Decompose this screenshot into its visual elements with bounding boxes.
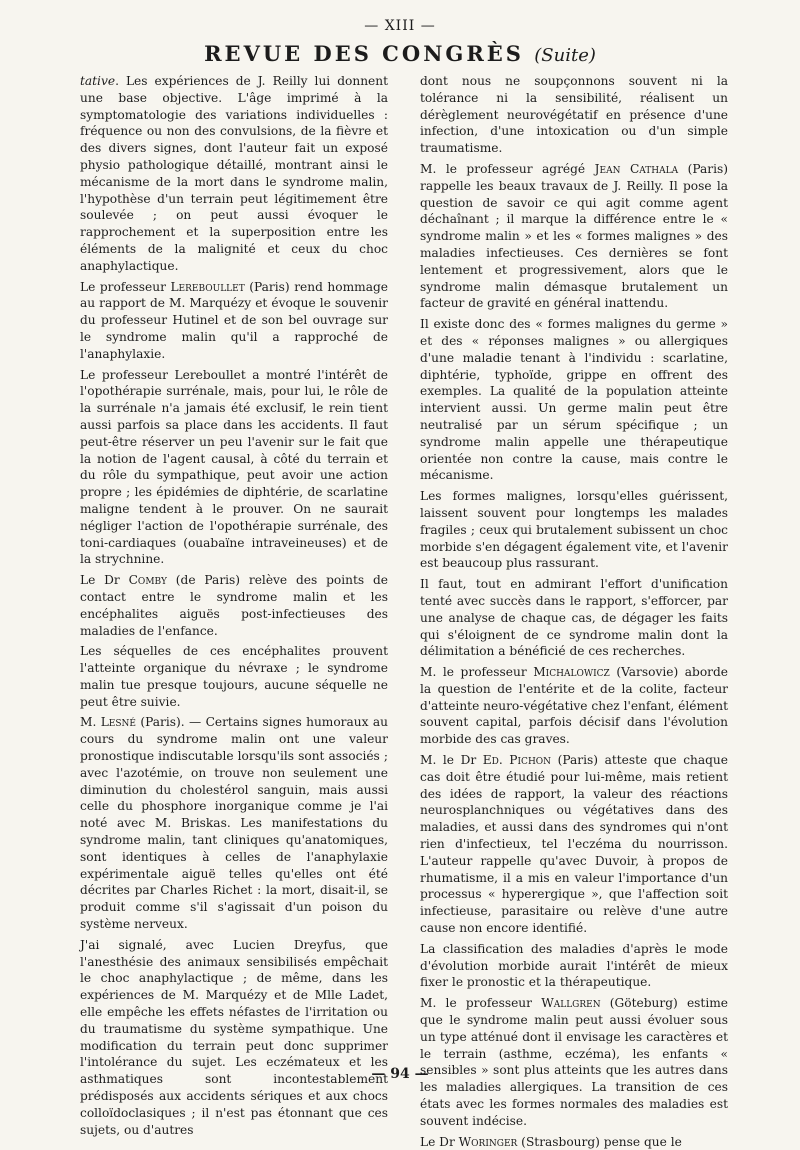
paragraph-lead: Le professeur (80, 279, 171, 294)
paragraph (80, 279, 388, 363)
speaker-name: Woringer (458, 1134, 518, 1149)
speaker-name: Lesné (100, 715, 136, 730)
paragraph-lead: M. le professeur (420, 996, 542, 1011)
paragraph (80, 572, 388, 639)
paragraph (420, 73, 728, 157)
right-column (420, 73, 729, 1149)
paragraph (80, 643, 388, 710)
paragraph (420, 576, 728, 660)
paragraph-text: (Paris) rappelle les beaux travaux de J. Reilly. Il pose la question de savoir ce qui agit comme agent déchaînant ; il marque la différence entre le « syndrome malin » et les « formes malignes » des maladies infectieuses. Ces dernières se font lentement et progressivement, alors que le syndrome malin démasque brutalement un facteur de gravité en général inattendu. (420, 161, 729, 311)
speaker-name: Comby (128, 573, 167, 588)
paragraph-lead: M. (80, 715, 101, 730)
paragraph-text: (Paris) rend hommage au rapport de M. Marquézy et évoque le souvenir du professeur Hutinel et de son bel ouvrage sur le syndrome malin qu'il a rapproché de l'anaphylaxie. (80, 279, 388, 361)
paragraph-pre-italic: tative (80, 74, 116, 88)
paragraph-text: . Les expériences de J. Reilly lui donnent une base objective. L'âge imprimé à la symptomatologie des variations individuelles : fréquence ou non des convulsions, de la fièvre et des divers signes, dont l'auteur fait un exposé physio pathologique détaillé, montrant ainsi le mécanisme de la mort dans le syndrome malin, l'hypothèse d'un terrain peut légitimement être soulevée ; on peut aussi évoquer le rapprochement et la superposition entre les éléments de la malignité et ceux du choc anaphylactique. (80, 74, 388, 273)
paragraph-text: Il existe donc des « formes malignes du germe » et des « réponses malignes » ou allergiques d'une maladie tenant à l'individu : scarlatine, diphtérie, typhoïde, grippe en offrent des exemples. La qualité de la population atteinte intervient aussi. Un germe malin peut être neutralisé par un sérum spécifique ; un syndrome malin appelle une thérapeutique orientée non contre la cause, mais contre le mécanisme. (420, 317, 728, 483)
paragraph (420, 995, 728, 1129)
paragraph-text: (de Paris) relève des points de contact entre le syndrome malin et les encéphalites aiguës post-infectieuses des maladies de l'enfance. (80, 573, 389, 638)
paragraph-text: Les formes malignes, lorsqu'elles guérissent, laissent souvent pour longtemps les malades fragiles ; ceux qui brutalement subissent un choc morbide s'en dégagent également vite, et l'avenir est beaucoup plus rassurant. (420, 489, 728, 571)
paragraph (80, 367, 388, 569)
paragraph-text: Il faut, tout en admirant l'effort d'unification tenté avec succès dans le rapport, s'efforcer, par une analyse de chaque cas, de dégager les faits qui s'éloignent de ce syndrome malin dont la délimitation a bénéficié de ces recherches. (420, 577, 728, 659)
title-main: REVUE DES CONGRÈS (204, 41, 524, 66)
paragraph (80, 714, 388, 932)
speaker-name: Michalowicz (533, 665, 610, 680)
paragraph-text: (Paris). — Certains signes humoraux au cours du syndrome malin ont une valeur pronostique indiscutable lorsqu'ils sont associés ; avec l'azotémie, on trouve non seulement une diminution du cholestérol sanguin, mais aussi celle du phosphore inorganique comme je l'ai noté avec M. Briskas. Les manifestations du syndrome malin, tant cliniques qu'anatomiques, sont identiques à celles de l'anaphylaxie expérimentale aiguë telles qu'elles ont été décrites par Charles Richet : la mort, disait-il, se produit comme s'il s'agissait d'un poison du système nerveux. (80, 715, 388, 932)
paragraph-lead: M. le Dr (420, 753, 483, 768)
title-suite: (Suite) (534, 45, 596, 66)
paragraph-text: Le professeur Lereboullet a montré l'intérêt de l'opothérapie surrénale, mais, pour lui, le rôle de la surrénale n'a jamais été exclusif, le rein tient aussi parfois sa place dans les accidents. Il faut peut-être réserver un peu l'avenir sur le fait que la notion de l'agent causal, à côté du terrain et du rôle du sympathique, peut avoir une action propre ; les épidémies de diphtérie, de scarlatine maligne tendent à le prouver. On ne saurait négliger l'action de l'opothérapie surrénale, des toni-cardiaques (ouabaïne intraveineuses) et de la strychnine. (80, 367, 388, 567)
paragraph-lead: Le Dr (80, 573, 129, 588)
paragraph (420, 316, 728, 484)
paragraph-text: Les séquelles de ces encéphalites prouvent l'atteinte organique du névraxe ; le syndrome malin tue presque toujours, aucune séquelle ne peut être suivie. (80, 644, 388, 709)
speaker-name: Lereboullet (170, 279, 245, 294)
paragraph-text: (Varsovie) aborde la question de l'entérite et de la colite, facteur d'atteinte neuro-végétative chez l'enfant, élément souvent capital, parfois décisif dans l'évolution morbide des cas graves. (420, 665, 728, 747)
speaker-name: Wallgren (541, 996, 601, 1011)
paragraph (420, 752, 728, 937)
page-number: — 94 — (371, 1066, 429, 1082)
paragraph-lead: M. le professeur (420, 665, 534, 680)
page-title (0, 41, 800, 66)
paragraph-text: J'ai signalé, avec Lucien Dreyfus, que l'anesthésie des animaux sensibilisés empêchait le choc anaphylactique ; de même, dans les expériences de M. Marquézy et de Mlle Ladet, elle empêche les effets néfastes de l'irritation ou du traumatisme du système sympathique. Une modification du terrain peut donc supprimer l'intolérance du sujet. Les eczémateux et les asthmatiques sont incontestablement prédisposés aux accidents sériques et aux chocs colloïdoclasiques ; il n'est pas étonnant que ces sujets, ou d'autres (80, 937, 388, 1137)
paragraph-text: (Göteburg) estime que le syndrome malin peut aussi évoluer sous un type atténué dont il envisage les caractères et le terrain (asthme, eczéma), les enfants « sensibles » sont plus atteints que les autres dans les maladies allergiques. La transition de ces états avec les formes normales des maladies est souvent indécise. (420, 996, 728, 1128)
paragraph-text: (Paris) atteste que chaque cas doit être étudié pour lui-même, mais retient des idées de rapport, la valeur des réactions neurosplanchniques ou végétatives dans des maladies, et aussi dans des syndromes qui n'ont rien d'infectieux, tel l'eczéma du nourrisson. L'auteur rappelle qu'avec Duvoir, à propos de rhumatisme, il a mis en valeur l'importance d'un processus « hyperergique », que l'affection soit infectieuse, parasitaire ou relève d'une autre cause non encore identifié. (420, 753, 728, 936)
speaker-name: Ed. Pichon (482, 753, 552, 768)
left-column (80, 73, 389, 1137)
paragraph (80, 937, 388, 1139)
speaker-name: Jean Cathala (594, 161, 679, 176)
paragraph (80, 73, 388, 275)
paragraph (420, 664, 728, 748)
paragraph-lead: M. le professeur agrégé (420, 161, 595, 176)
paragraph-text: La classification des maladies d'après le mode d'évolution morbide aurait l'intérêt de mieux fixer le pronostic et la thérapeutique. (420, 941, 728, 990)
paragraph-lead: Le Dr (420, 1134, 459, 1149)
paragraph (420, 941, 728, 991)
roman-page-number: — XIII — (364, 18, 436, 34)
paragraph (420, 161, 728, 312)
paragraph (420, 1134, 728, 1150)
paragraph-text: (Strasbourg) pense que le (517, 1134, 682, 1149)
paragraph (420, 488, 728, 572)
paragraph-text: dont nous ne soupçonnons souvent ni la tolérance ni la sensibilité, réalisent un dérèglement neurovégétatif en présence d'une infection, d'une intoxication ou d'un simple traumatisme. (420, 74, 728, 156)
